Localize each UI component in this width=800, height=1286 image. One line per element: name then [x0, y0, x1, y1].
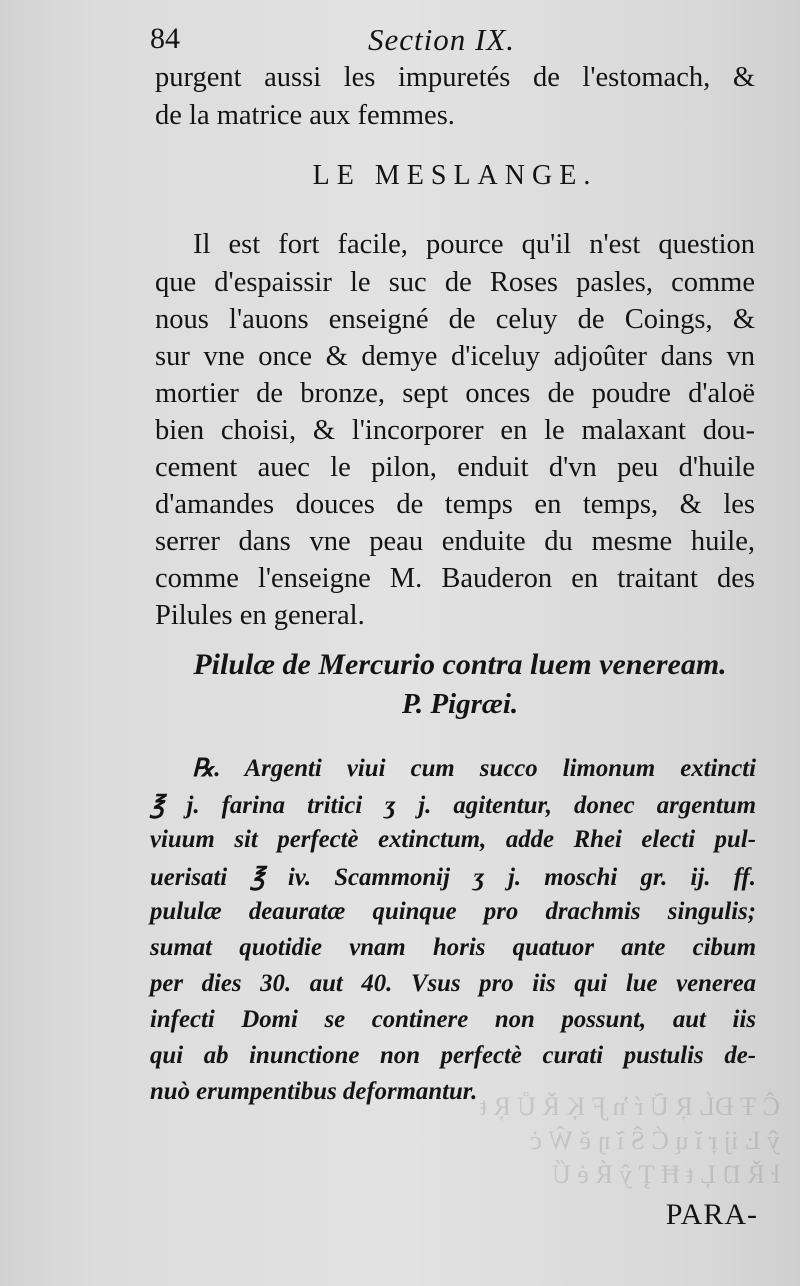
recipe-line: per dies 30. aut 40. Vsus pro iis qui lue venerea: [150, 970, 756, 997]
recipe-line: pululæ deauratæ quinque pro drachmis singulis;: [150, 898, 756, 925]
catchword: PARA-: [665, 1198, 758, 1231]
body-line: Pilules en general.: [155, 600, 365, 631]
body-line: d'amandes douces de temps en temps, & les: [155, 489, 755, 520]
recipe-line: uerisati ℥ iv. Scammonij ʒ j. moschi gr. ij. ff.: [150, 864, 756, 891]
body-line: sur vne once & demye d'iceluy adjoûter dans vn: [155, 341, 755, 372]
body-line: bien choisi, & l'incorporer en le malaxant dou-: [155, 415, 755, 446]
recipe-line: infecti Domi se continere non possunt, aut iis: [150, 1006, 756, 1033]
body-line: cement auec le pilon, enduit d'vn peu d'huile: [155, 452, 755, 483]
recipe-line: qui ab inunctione non perfectè curati pustulis de-: [150, 1042, 756, 1069]
page-number: 84: [150, 22, 180, 55]
recipe-line: nuò erumpentibus deformantur.: [150, 1078, 478, 1105]
running-header: [150, 16, 750, 66]
body-line: mortier de bronze, sept onces de poudre d'aloë: [155, 378, 755, 409]
body-line: Il est fort facile, pource qu'il n'est question: [193, 229, 755, 260]
recipe-line: sumat quotidie vnam horis quatuor ante cibum: [150, 934, 756, 961]
recipe-line: ℞. Argenti viui cum succo limonum extincti: [192, 755, 756, 782]
body-line: serrer dans vne peau enduite du mesme huile,: [155, 526, 755, 557]
formula-author: P. Pigræi.: [401, 688, 519, 720]
intro-line: de la matrice aux femmes.: [155, 100, 455, 131]
body-line: comme l'enseigne M. Bauderon en traitant des: [155, 563, 755, 594]
intro-line: purgent aussi les impuretés de l'estomach, &: [155, 62, 755, 93]
show-through-text: Ĉ Ŧ ĐĹ Ŗ Ũ ŕ ŉ Ƒ Ķ Ř Ů Ŗ ŧ ŷ Ŀ ĳ ŗ ĭ ų Ć Ŝ ĩ ŋ ĕ Ŵ ċ ŀ Ř Ŋ Ļ ŧ Ħ Ţ ŷ Ŕ ė Ű: [479, 1092, 780, 1189]
body-line: que d'espaissir le suc de Roses pasles, comme: [155, 267, 755, 298]
running-title: Section IX.: [368, 22, 516, 57]
body-line: nous l'auons enseigné de celuy de Coings, &: [155, 304, 755, 335]
section-heading: LE MESLANGE.: [312, 160, 598, 191]
recipe-line: viuum sit perfectè extinctum, adde Rhei electi pul-: [150, 826, 756, 853]
recipe-line: ℥ j. farina tritici ʒ j. agitentur, donec argentum: [150, 792, 756, 819]
formula-title: Pilulæ de Mercurio contra luem veneream.: [193, 648, 727, 681]
